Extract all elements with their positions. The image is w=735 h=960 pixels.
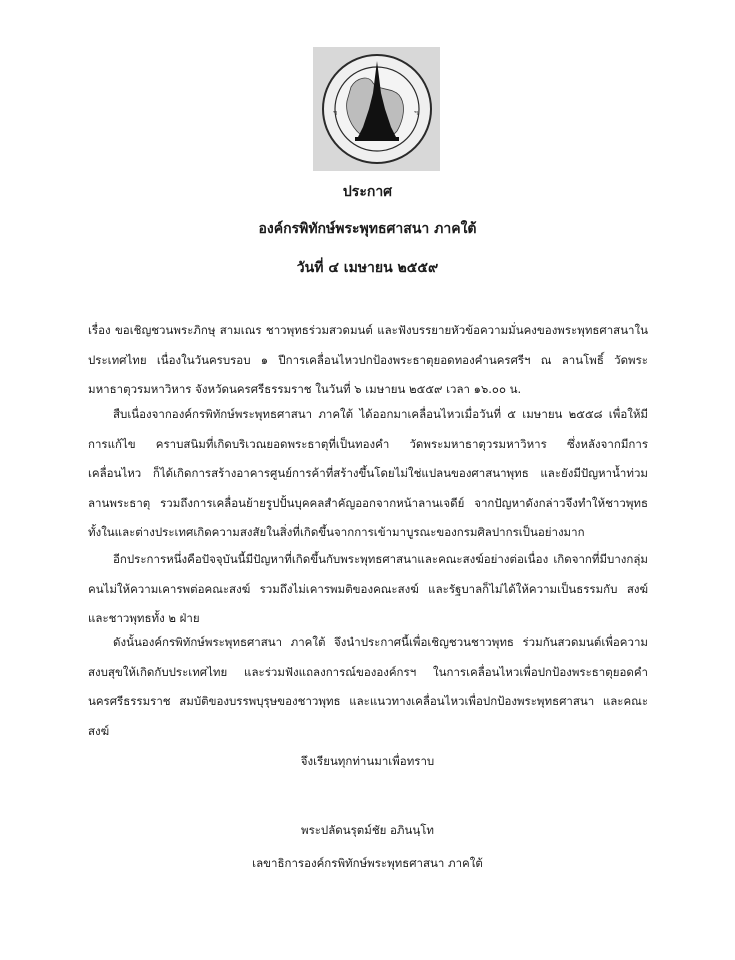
signatory-title: เลขาธิการองค์กรพิทักษ์พระพุทธศาสนา ภาคใต้ [252, 856, 483, 870]
announcement-title: ประกาศ [342, 184, 393, 200]
signatory-name: พระปลัดนรุตม์ชัย อภินนฺโท [300, 823, 434, 837]
subject-paragraph: เรื่อง ขอเชิญชวนพระภิกษุ สามเณร ชาวพุทธร่วมสวดมนต์ และฟังบรรยายหัวข้อความมั่นคงของพระพุทธศาสนาในประเทศไทย เนื่องในวันครบรอบ ๑ ปีการเคลื่อนไหวปกป้องพระธาตุยอดทองคำนครศรีฯ ณ ลานโพธิ์ วัดพระมหาธาตุวรมหาวิหาร จังหวัดนครศรีธรรมราช ในวันที่ ๖ เมษายน ๒๕๕๙ เวลา ๑๖.๐๐ น. [88, 323, 648, 396]
svg-text:ฯ: ฯ [414, 109, 418, 117]
stupa-seal-icon [313, 47, 440, 171]
body-paragraph-3: ดังนั้นองค์กรพิทักษ์พระพุทธศาสนา ภาคใต้ จึงนำประกาศนี้เพื่อเชิญชวนชาวพุทธ ร่วมกันสวดมนต์เพื่อความสงบสุขให้เกิดกับประเทศไทย และร่วมฟังแถลงการณ์ขององค์กรฯ ในการเคลื่อนไหวเพื่อปกป้องพระธาตุยอดคำนครศรีธรรมราช สมบัติของบรรพบุรุษของชาวพุทธ และแนวทางเคลื่อนไหวเพื่อปกป้องพระพุทธศาสนา และคณะสงฆ์ [88, 635, 648, 738]
organization-name: องค์กรพิทักษ์พระพุทธศาสนา ภาคใต้ [258, 221, 477, 237]
announcement-date: วันที่ ๔ เมษายน ๒๕๕๙ [296, 260, 439, 276]
body-paragraph-2: อีกประการหนึ่งคือปัจจุบันนี้มีปัญหาที่เกิดขึ้นกับพระพุทธศาสนาและคณะสงฆ์อย่างต่อเนื่อง เกิดจากที่มีบางกลุ่มคนไม่ให้ความเคารพต่อคณะสงฆ์ รวมถึงไม่เคารพมติของคณะสงฆ์ และรัฐบาลก็ไม่ได้ให้ความเป็นธรรมกับ สงฆ์และชาวพุทธทั้ง ๒ ฝ่าย [88, 552, 648, 625]
svg-text:ฯ: ฯ [333, 109, 337, 117]
closing-salutation: จึงเรียนทุกท่านมาเพื่อทราบ [300, 754, 435, 768]
organization-seal [313, 47, 440, 171]
body-paragraph-1: สืบเนื่องจากองค์กรพิทักษ์พระพุทธศาสนา ภาคใต้ ได้ออกมาเคลื่อนไหวเมื่อวันที่ ๕ เมษายน ๒๕๕๘ เพื่อให้มีการแก้ไข คราบสนิมที่เกิดบริเวณยอดพระธาตุที่เป็นทองคำ วัดพระมหาธาตุวรมหาวิหาร ซึ่งหลังจากมีการเคลื่อนไหว ก็ได้เกิดการสร้างอาคารศูนย์การค้าที่สร้างขึ้นโดยไม่ใช่แปลนของศาสนาพุทธ และยังมีปัญหาน้ำท่วมลานพระธาตุ รวมถึงการเคลื่อนย้ายรูปปั้นบุคคลสำคัญออกจากหน้าลานเจดีย์ จากปัญหาดังกล่าวจึงทำให้ชาวพุทธทั้งในและต่างประเทศเกิดความสงสัยในสิ่งที่เกิดขึ้นจากการเข้ามาบูรณะของกรมศิลปากรเป็นอย่างมาก [88, 407, 648, 539]
